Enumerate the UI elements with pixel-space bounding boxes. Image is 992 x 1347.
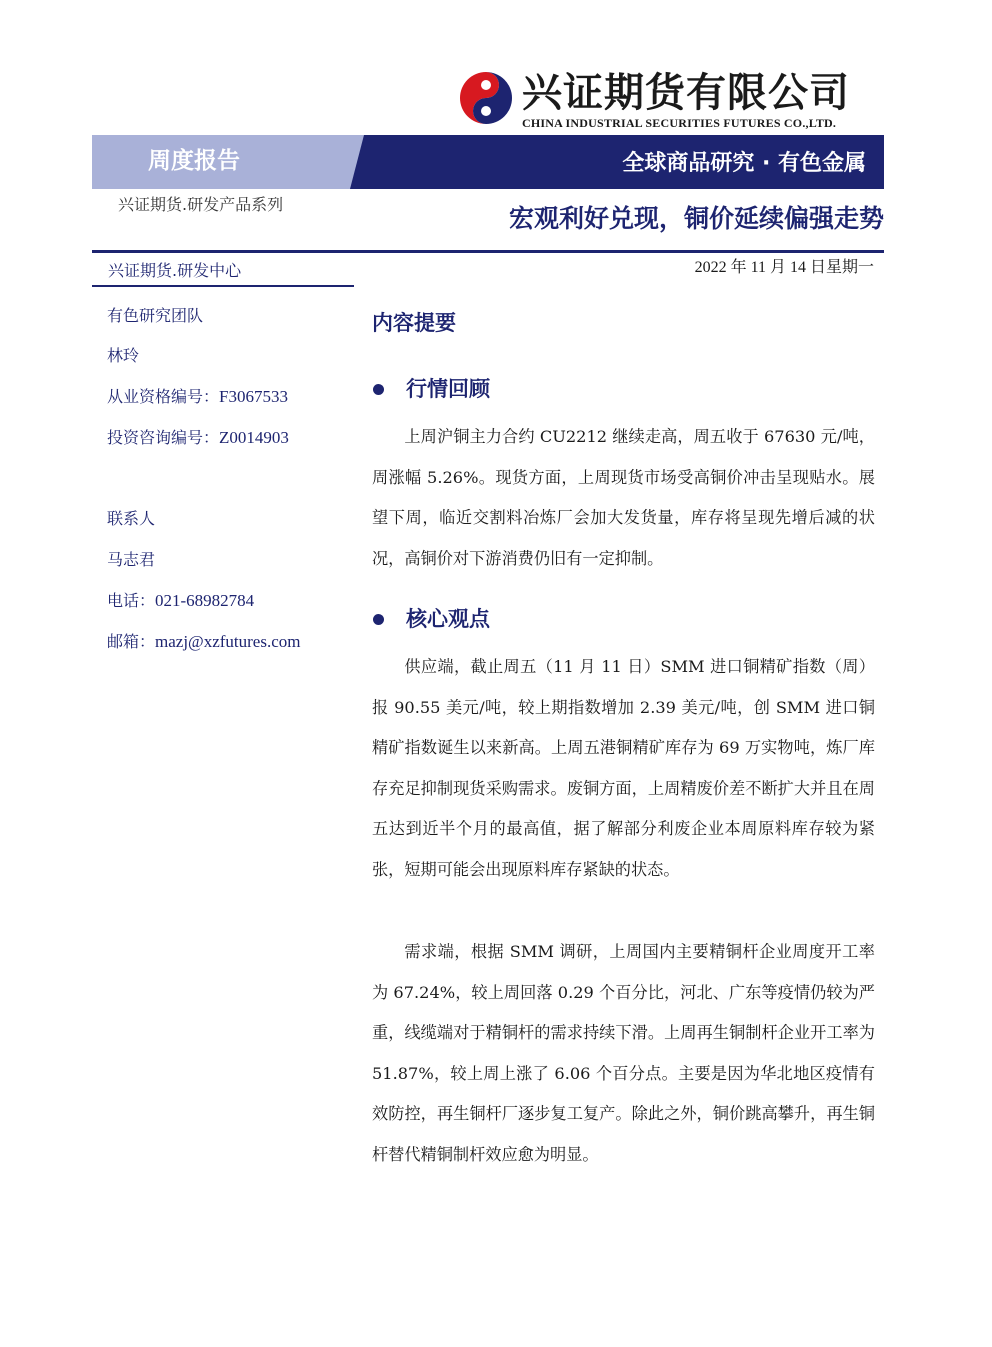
phone-label: 电话：: [107, 591, 156, 610]
team-name: 有色研究团队: [107, 306, 204, 325]
consult-number: [107, 427, 289, 449]
company-name-cn: 兴证期货有限公司: [522, 69, 850, 116]
analyst-name: 林玲: [107, 346, 140, 365]
report-headline: 宏观利好兑现，铜价延续偏强走势: [508, 204, 884, 233]
banner-divider: [350, 135, 364, 189]
product-series: 兴证期货.研发产品系列: [118, 195, 284, 214]
phone-value: 021-68982784: [155, 591, 255, 610]
paragraph-market-review: 上周沪铜主力合约 CU2212 继续走高，周五收于 67630 元/吨，周涨幅 5.26%。现货方面，上周现货市场受高铜价冲击呈现贴水。展望下周，临近交割料冶炼厂会加大发货量，库存将呈现先增后减的状况，高铜价对下游消费仍旧有一定抑制。: [372, 427, 875, 568]
bullet-icon: [373, 384, 384, 395]
contact-phone: [107, 590, 254, 612]
category-label: 全球商品研究 · 有色金属: [622, 151, 866, 176]
contact-name: 马志君: [107, 550, 156, 569]
consult-label: 投资咨询编号：: [107, 428, 220, 447]
section-title-core-view: 核心观点: [406, 607, 490, 631]
contact-email: [107, 631, 300, 653]
company-name-en: CHINA INDUSTRIAL SECURITIES FUTURES CO.,LTD.: [522, 116, 837, 130]
email-label: 邮箱：: [107, 632, 156, 651]
summary-title: 内容提要: [372, 311, 456, 335]
bullet-icon: [373, 614, 384, 625]
section-title-market-review: 行情回顾: [406, 377, 490, 401]
company-logo-icon: [458, 70, 514, 126]
paragraph-demand: 需求端，根据 SMM 调研，上周国内主要精铜杆企业周度开工率为 67.24%，较上周回落 0.29 个百分比，河北、广东等疫情仍较为严重，线缆端对于精铜杆的需求持续下滑。上周再生铜制杆企业开工率为 51.87%，较上周上涨了 6.06 个百分点。主要是因为华北地区疫情有效防控，再生铜杆厂逐步复工复产。除此之外，铜价跳高攀升，再生铜杆替代精铜制杆效应愈为明显。: [372, 942, 875, 1164]
sidebar-divider: [92, 285, 354, 287]
research-center: 兴证期货.研发中心: [108, 261, 242, 280]
qualification-value: F3067533: [219, 387, 288, 406]
header-divider: [92, 250, 884, 253]
qualification-label: 从业资格编号：: [107, 387, 220, 406]
report-type-label: 周度报告: [148, 148, 240, 174]
consult-value: Z0014903: [219, 428, 289, 447]
contact-title: 联系人: [107, 509, 156, 528]
email-value[interactable]: mazj@xzfutures.com: [155, 632, 301, 651]
report-date: 2022 年 11 月 14 日星期一: [694, 259, 874, 276]
qualification-number: [107, 386, 288, 408]
paragraph-supply: 供应端，截止周五（11 月 11 日）SMM 进口铜精矿指数（周）报 90.55 美元/吨，较上期指数增加 2.39 美元/吨，创 SMM 进口铜精矿指数诞生以来新高。上周五港铜精矿库存为 69 万实物吨，炼厂库存充足抑制现货采购需求。废铜方面，上周精废价差不断扩大并且在周五达到近半个月的最高值，据了解部分利废企业本周原料库存较为紧张，短期可能会出现原料库存紧缺的状态。: [372, 657, 875, 879]
